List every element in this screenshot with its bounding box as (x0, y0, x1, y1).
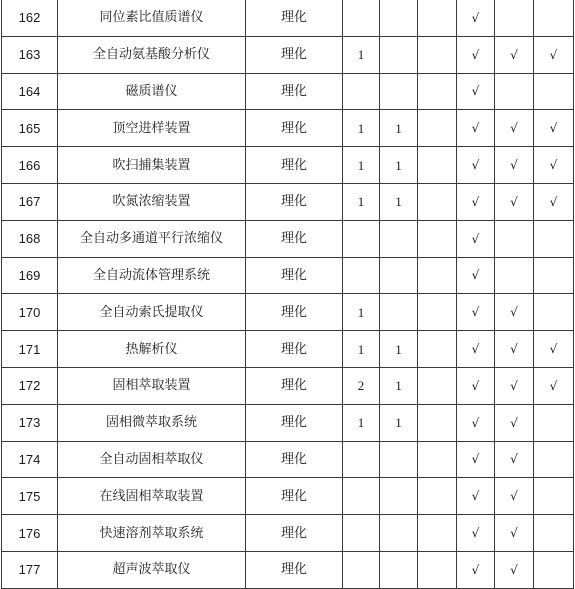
column-6-cell (418, 515, 457, 552)
column-9-cell: √ (534, 147, 574, 184)
column-9-cell (534, 515, 574, 552)
count-a-cell: 1 (343, 36, 380, 73)
column-7-cell: √ (457, 294, 495, 331)
table-row (2, 515, 574, 552)
category-cell: 理化 (246, 294, 343, 331)
table-row (2, 257, 574, 294)
column-6-cell (418, 367, 457, 404)
table-row (2, 441, 574, 478)
equipment-name-cell: 固相微萃取系统 (58, 404, 246, 441)
row-number-cell: 169 (2, 257, 58, 294)
column-7-cell: √ (457, 404, 495, 441)
column-9-cell: √ (534, 36, 574, 73)
column-6-cell (418, 551, 457, 588)
column-7-cell: √ (457, 551, 495, 588)
category-cell: 理化 (246, 257, 343, 294)
count-b-cell (380, 220, 418, 257)
count-b-cell (380, 441, 418, 478)
column-7-cell: √ (457, 147, 495, 184)
count-a-cell (343, 551, 380, 588)
column-8-cell: √ (495, 478, 534, 515)
count-a-cell: 1 (343, 331, 380, 368)
count-a-cell (343, 515, 380, 552)
column-7-cell: √ (457, 110, 495, 147)
column-6-cell (418, 183, 457, 220)
count-b-cell (380, 551, 418, 588)
column-7-cell: √ (457, 331, 495, 368)
column-9-cell: √ (534, 331, 574, 368)
table-row (2, 367, 574, 404)
category-cell: 理化 (246, 331, 343, 368)
equipment-name-cell: 同位素比值质谱仪 (58, 0, 246, 36)
count-a-cell (343, 220, 380, 257)
row-number-cell: 177 (2, 551, 58, 588)
column-7-cell: √ (457, 367, 495, 404)
row-number-cell: 166 (2, 147, 58, 184)
count-b-cell (380, 36, 418, 73)
column-8-cell: √ (495, 441, 534, 478)
column-6-cell (418, 73, 457, 110)
column-6-cell (418, 257, 457, 294)
count-a-cell: 1 (343, 183, 380, 220)
column-9-cell (534, 404, 574, 441)
row-number-cell: 173 (2, 404, 58, 441)
count-a-cell (343, 478, 380, 515)
row-number-cell: 163 (2, 36, 58, 73)
column-9-cell: √ (534, 367, 574, 404)
row-number-cell: 165 (2, 110, 58, 147)
table-row (2, 183, 574, 220)
column-8-cell: √ (495, 367, 534, 404)
count-b-cell: 1 (380, 331, 418, 368)
count-a-cell: 1 (343, 147, 380, 184)
row-number-cell: 167 (2, 183, 58, 220)
column-9-cell: √ (534, 110, 574, 147)
column-9-cell (534, 551, 574, 588)
equipment-name-cell: 全自动氨基酸分析仪 (58, 36, 246, 73)
row-number-cell: 176 (2, 515, 58, 552)
category-cell: 理化 (246, 110, 343, 147)
equipment-name-cell: 全自动固相萃取仪 (58, 441, 246, 478)
equipment-name-cell: 固相萃取装置 (58, 367, 246, 404)
equipment-name-cell: 全自动多通道平行浓缩仪 (58, 220, 246, 257)
column-9-cell (534, 220, 574, 257)
column-7-cell: √ (457, 515, 495, 552)
count-b-cell: 1 (380, 183, 418, 220)
column-9-cell (534, 0, 574, 36)
count-a-cell: 1 (343, 294, 380, 331)
equipment-name-cell: 磁质谱仪 (58, 73, 246, 110)
count-b-cell (380, 257, 418, 294)
column-8-cell: √ (495, 183, 534, 220)
column-7-cell: √ (457, 478, 495, 515)
count-b-cell (380, 0, 418, 36)
column-9-cell (534, 478, 574, 515)
category-cell: 理化 (246, 0, 343, 36)
equipment-name-cell: 全自动流体管理系统 (58, 257, 246, 294)
equipment-name-cell: 热解析仪 (58, 331, 246, 368)
column-7-cell: √ (457, 220, 495, 257)
column-7-cell: √ (457, 183, 495, 220)
table-row (2, 73, 574, 110)
count-b-cell (380, 294, 418, 331)
column-8-cell: √ (495, 404, 534, 441)
column-9-cell (534, 73, 574, 110)
category-cell: 理化 (246, 551, 343, 588)
equipment-table (1, 0, 574, 589)
category-cell: 理化 (246, 515, 343, 552)
table-row (2, 478, 574, 515)
equipment-name-cell: 吹扫捕集装置 (58, 147, 246, 184)
column-8-cell: √ (495, 331, 534, 368)
count-a-cell: 2 (343, 367, 380, 404)
table-row (2, 220, 574, 257)
count-a-cell (343, 0, 380, 36)
column-8-cell: √ (495, 110, 534, 147)
category-cell: 理化 (246, 183, 343, 220)
count-a-cell (343, 73, 380, 110)
category-cell: 理化 (246, 478, 343, 515)
category-cell: 理化 (246, 147, 343, 184)
row-number-cell: 171 (2, 331, 58, 368)
column-8-cell: √ (495, 36, 534, 73)
column-7-cell: √ (457, 36, 495, 73)
column-8-cell (495, 220, 534, 257)
count-a-cell: 1 (343, 404, 380, 441)
count-a-cell (343, 441, 380, 478)
count-b-cell: 1 (380, 404, 418, 441)
column-8-cell: √ (495, 515, 534, 552)
column-6-cell (418, 404, 457, 441)
table-row (2, 36, 574, 73)
row-number-cell: 174 (2, 441, 58, 478)
table-row (2, 294, 574, 331)
count-a-cell: 1 (343, 110, 380, 147)
row-number-cell: 162 (2, 0, 58, 36)
count-b-cell: 1 (380, 367, 418, 404)
table-row (2, 551, 574, 588)
column-8-cell: √ (495, 294, 534, 331)
category-cell: 理化 (246, 441, 343, 478)
column-6-cell (418, 220, 457, 257)
equipment-name-cell: 顶空进样装置 (58, 110, 246, 147)
equipment-name-cell: 超声波萃取仪 (58, 551, 246, 588)
category-cell: 理化 (246, 36, 343, 73)
column-9-cell (534, 294, 574, 331)
table-row (2, 110, 574, 147)
count-b-cell (380, 478, 418, 515)
column-6-cell (418, 110, 457, 147)
column-8-cell (495, 73, 534, 110)
row-number-cell: 164 (2, 73, 58, 110)
column-6-cell (418, 36, 457, 73)
column-7-cell: √ (457, 0, 495, 36)
table-row (2, 0, 574, 36)
column-6-cell (418, 294, 457, 331)
row-number-cell: 170 (2, 294, 58, 331)
column-7-cell: √ (457, 257, 495, 294)
column-7-cell: √ (457, 441, 495, 478)
column-9-cell (534, 441, 574, 478)
equipment-name-cell: 在线固相萃取装置 (58, 478, 246, 515)
count-b-cell (380, 515, 418, 552)
column-6-cell (418, 147, 457, 184)
category-cell: 理化 (246, 73, 343, 110)
table-row (2, 331, 574, 368)
count-b-cell: 1 (380, 110, 418, 147)
equipment-name-cell: 全自动索氏提取仪 (58, 294, 246, 331)
column-8-cell (495, 257, 534, 294)
count-b-cell: 1 (380, 147, 418, 184)
count-a-cell (343, 257, 380, 294)
column-6-cell (418, 478, 457, 515)
row-number-cell: 172 (2, 367, 58, 404)
column-8-cell: √ (495, 551, 534, 588)
category-cell: 理化 (246, 367, 343, 404)
equipment-name-cell: 快速溶剂萃取系统 (58, 515, 246, 552)
column-8-cell (495, 0, 534, 36)
count-b-cell (380, 73, 418, 110)
column-8-cell: √ (495, 147, 534, 184)
equipment-table-body (2, 0, 574, 588)
column-6-cell (418, 441, 457, 478)
column-6-cell (418, 0, 457, 36)
category-cell: 理化 (246, 220, 343, 257)
column-9-cell (534, 257, 574, 294)
column-9-cell: √ (534, 183, 574, 220)
row-number-cell: 175 (2, 478, 58, 515)
category-cell: 理化 (246, 404, 343, 441)
column-7-cell: √ (457, 73, 495, 110)
column-6-cell (418, 331, 457, 368)
equipment-name-cell: 吹氮浓缩装置 (58, 183, 246, 220)
table-row (2, 147, 574, 184)
row-number-cell: 168 (2, 220, 58, 257)
table-row (2, 404, 574, 441)
